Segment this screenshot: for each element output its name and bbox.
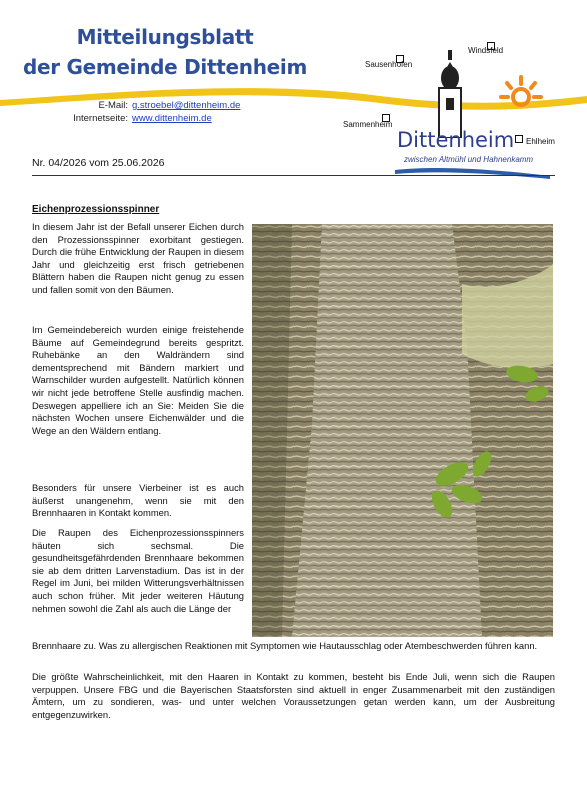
masthead-title-line2: der Gemeinde Dittenheim [22,55,307,79]
article-paragraph: In diesem Jahr ist der Befall unserer Eichen durch den Prozessionsspinner exorbitant gestiegen. Durch die frühe Entwicklung der Raupen in diesem Jahr und gleichzeitig erst frisch getriebenen Blättern haben die Raupen nicht genug zu essen und fallen somit von den Bäumen. [32,221,244,295]
email-link[interactable]: g.stroebel@dittenheim.de [132,100,241,111]
sun-icon [498,75,544,115]
email-line [62,100,240,111]
oak-tree-photo [252,224,553,637]
town-label: Sammenheim [343,120,393,129]
church-tower-icon [430,50,470,138]
square-marker-icon [515,135,523,143]
article-paragraph: Besonders für unsere Vierbeiner ist es auch äußerst unangenehm, wenn sie mit den Brennhaaren in Kontakt kommen. [32,482,244,519]
website-label: Internetseite: [73,113,128,124]
town-label: Sausenhofen [365,60,413,69]
town-label: Windsfeld [468,46,504,55]
article-paragraph-continued: Brennhaare zu. Was zu allergischen Reaktionen mit Symptomen wie Hautausschlag oder Atembeschwerden führen kann. [32,640,538,651]
logo-name: Dittenheim [397,128,515,152]
header-divider [32,175,555,176]
article-paragraph: Im Gemeindebereich wurden einige freistehende Bäume auf Gemeindegrund bereits gespritzt. Ruhebänke an den Waldrändern sind dementsprechend mit Bändern markiert und Warnschilder wurden aufgestellt. Natürlich können wir nicht jede betroffene Stelle ausfindig machen. Deswegen appelliere ich an Sie: Meiden Sie die nächsten Wochen unsere Eichenwälder und die Wege an den Wäldern entlang. [32,324,244,436]
logo-tagline: zwischen Altmühl und Hahnenkamm [404,155,534,164]
issue-line: Nr. 04/2026 vom 25.06.2026 [32,157,165,169]
article-paragraph: Die Raupen des Eichenprozessionsspinners häuten sich sechsmal. Die gesundheitsgefährdenden Brennhaare bekommen sie ab dem dritten Larvenstadium. Das ist in der Regel im Juni, bei milden Witterungsverhältnissen auch schon früher. Mit jeder weiteren Häutung nehmen sowohl die Zahl als auch die Länge der [32,527,244,614]
article-title: Eichenprozessionsspinner [32,204,160,215]
masthead-title-line1: Mitteilungsblatt [76,25,254,49]
town-label: Ehlheim [526,137,555,146]
email-label: E-Mail: [98,100,128,111]
article-paragraph: Die größte Wahrscheinlichkeit, mit den Haaren in Kontakt zu kommen, besteht bis Ende Juli, wenn sich die Raupen verpuppen. Unsere FBG und die Bayerischen Staatsforsten sind aktuell in enger Zusammenarbeit mit den zuständigen Ämtern, um zu sondieren, was- und unter welchen Voraussetzungen getan werden kann, um der Ausbreitung entgegenzuwirken. [32,671,555,720]
town-marker-ehlheim [515,130,523,148]
website-link[interactable]: www.dittenheim.de [132,113,212,124]
website-line [62,113,212,124]
oak-trunk-image [252,224,553,637]
